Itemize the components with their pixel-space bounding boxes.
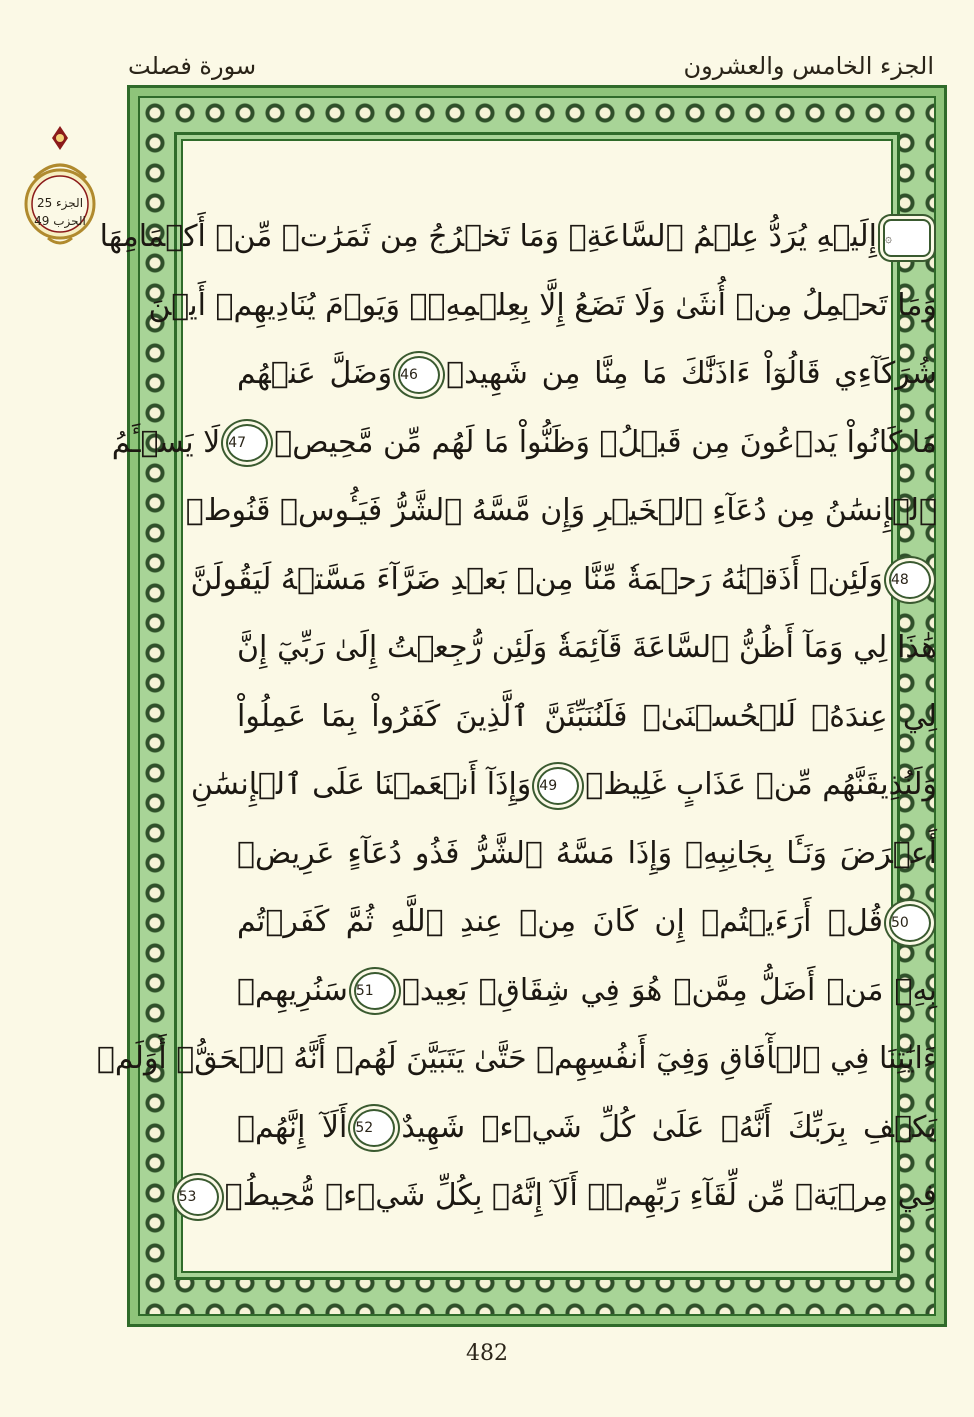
text-line: بِهِۦ مَنۡ أَضَلُّ مِمَّنۡ هُوَ فِي شِقَاقِۢ بَعِيدٖ51سَنُرِيهِمۡ (237, 957, 937, 1026)
text-line: لِي عِندَهُۥ لَلۡحُسۡنَىٰۚ فَلَنُنَبِّئَنَّ ٱلَّذِينَ كَفَرُواْ بِمَا عَمِلُواْ (237, 698, 937, 734)
ayah-number: 50 (889, 904, 931, 942)
text-line: يَكۡفِ بِرَبِّكَ أَنَّهُۥ عَلَىٰ كُلِّ شَيۡءٖ شَهِيدٌ52أَلَآ إِنَّهُمۡ (237, 1094, 937, 1163)
surah-header: سورة فصلت (128, 52, 257, 80)
text-line: مَا كَانُواْ يَدۡعُونَ مِن قَبۡلُۖ وَظَنُّواْ مَا لَهُم مِّن مَّحِيصٖ47لَا يَسۡـَٔمُ (237, 409, 937, 478)
text-line: وَلَنُذِيقَنَّهُم مِّنۡ عَذَابٍ غَلِيظٖ49وَإِذَآ أَنۡعَمۡنَا عَلَى ٱلۡإِنسَٰنِ (237, 751, 937, 820)
quran-text (96, 203, 938, 1231)
ayah-number: 47 (226, 424, 268, 462)
text-line: شُرَكَآءِي قَالُوٓاْ ءَاذَنَّٰكَ مَا مِنَّا مِن شَهِيدٖ46وَضَلَّ عَنۡهُم (237, 340, 937, 409)
hizb-ornament-icon (12, 120, 108, 250)
ayah-number: 48 (889, 561, 931, 599)
juz-header: الجزء الخامس والعشرون (683, 52, 934, 80)
text-line: ۞إِلَيۡهِ يُرَدُّ عِلۡمُ ٱلسَّاعَةِۚ وَمَا تَخۡرُجُ مِن ثَمَرَٰتٖ مِّنۡ أَكۡمَامِهَا (237, 203, 937, 272)
text-line: ٱلۡإِنسَٰنُ مِن دُعَآءِ ٱلۡخَيۡرِ وَإِن مَّسَّهُ ٱلشَّرُّ فَيَـُٔوسٞ قَنُوطٞ (185, 493, 937, 528)
juz-label: الجزء 25 (36, 196, 84, 210)
page-frame (96, 85, 947, 1327)
ayah-number: 53 (177, 1178, 219, 1216)
ayah-number: 46 (398, 356, 440, 394)
text-line: ءَايَٰتِنَا فِي ٱلۡأٓفَاقِ وَفِيٓ أَنفُسِهِمۡ حَتَّىٰ يَتَبَيَّنَ لَهُمۡ أَنَّهُ ٱلۡحَقُّۗ أَوَلَمۡ (96, 1041, 937, 1076)
text-line: أَعۡرَضَ وَنَـَٔا بِجَانِبِهِۦ وَإِذَا مَسَّهُ ٱلشَّرُّ فَذُو دُعَآءٍ عَرِيضٖ (237, 835, 937, 871)
text-line: 48وَلَئِنۡ أَذَقۡنَٰهُ رَحۡمَةٗ مِّنَّا مِنۢ بَعۡدِ ضَرَّآءَ مَسَّتۡهُ لَيَقُولَنَّ (237, 546, 937, 615)
text-line: هَٰذَا لِي وَمَآ أَظُنُّ ٱلسَّاعَةَ قَآئِمَةٗ وَلَئِن رُّجِعۡتُ إِلَىٰ رَبِّيٓ إِنَّ (237, 630, 937, 665)
text-line: 50قُلۡ أَرَءَيۡتُمۡ إِن كَانَ مِنۡ عِندِ ٱللَّهِ ثُمَّ كَفَرۡتُم (237, 888, 937, 957)
page-number: 482 (466, 1341, 508, 1366)
ayah-number: 51 (354, 972, 396, 1010)
ayah-number: 49 (537, 767, 579, 805)
hizb-label: الحزب 49 (34, 214, 86, 228)
text-line: فِي مِرۡيَةٖ مِّن لِّقَآءِ رَبِّهِمۡۗ أَلَآ إِنَّهُۥ بِكُلِّ شَيۡءٖ مُّحِيطُۢ53 (237, 1162, 937, 1231)
text-line: وَمَا تَحۡمِلُ مِنۡ أُنثَىٰ وَلَا تَضَعُ إِلَّا بِعِلۡمِهِۦۚ وَيَوۡمَ يُنَادِيهِمۡ أَيۡنَ (148, 287, 937, 323)
text-panel (96, 132, 938, 1280)
rub-el-hizb-icon: ۞ (883, 219, 931, 257)
ayah-number: 52 (353, 1109, 395, 1147)
